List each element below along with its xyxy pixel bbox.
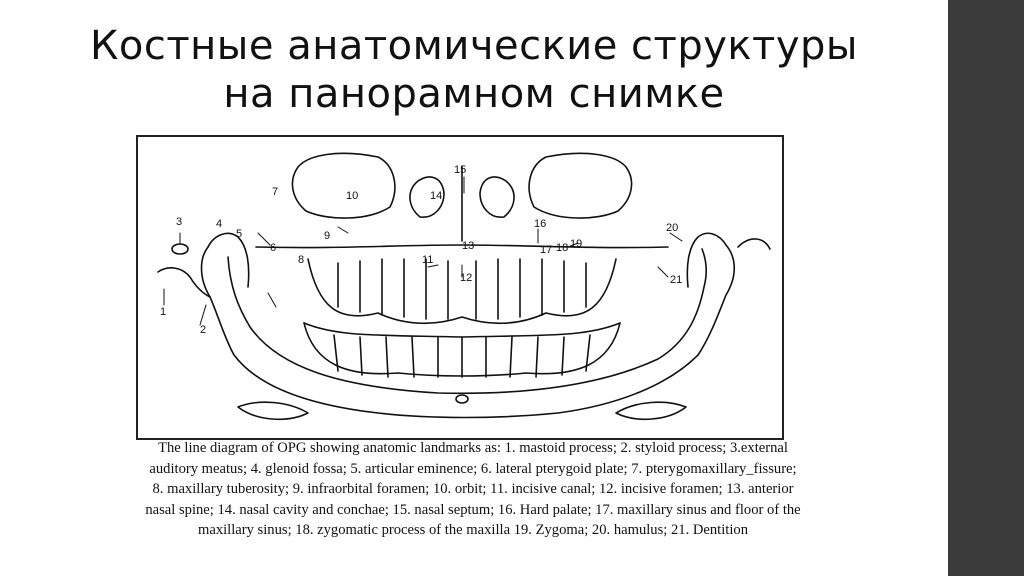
label-7: 7 bbox=[272, 186, 279, 198]
caption-line-5: maxillary sinus; 18. zygomatic process of the maxilla 19. Zygoma; 20. hamulus; 21. Dentition bbox=[197, 522, 748, 538]
caption-line-2: auditory meatus; 4. glenoid fossa; 5. articular eminence; 6. lateral pterygoid plate; 7. pterygomaxillary_fissure; bbox=[149, 460, 797, 477]
label-15: 15 bbox=[454, 164, 467, 176]
mandible-outline bbox=[202, 245, 735, 418]
label-6: 6 bbox=[270, 242, 277, 254]
label-2: 2 bbox=[200, 324, 207, 336]
right-condyle-region bbox=[738, 239, 770, 249]
caption-line-4: nasal spine; 14. nasal cavity and conchae; 15. nasal septum; 16. Hard palate; 17. maxillary sinus and floor of the bbox=[145, 501, 801, 518]
label-16: 16 bbox=[534, 218, 547, 230]
label-1: 1 bbox=[160, 306, 167, 318]
label-8: 8 bbox=[298, 254, 305, 266]
label-5: 5 bbox=[236, 228, 243, 240]
label-17: 17 bbox=[540, 244, 553, 256]
label-9: 9 bbox=[324, 230, 331, 242]
label-21: 21 bbox=[670, 274, 683, 286]
lower-teeth bbox=[304, 323, 620, 377]
hyoid-left bbox=[238, 402, 308, 419]
title-line-1: Костные анатомические структуры bbox=[89, 23, 859, 69]
right-orbit bbox=[529, 153, 631, 218]
diagram-caption bbox=[34, 438, 912, 541]
mandible-inner bbox=[228, 249, 706, 393]
label-12: 12 bbox=[460, 272, 473, 284]
label-18: 18 bbox=[556, 242, 569, 254]
caption-line-1: The line diagram of OPG showing anatomic landmarks as: 1. mastoid process; 2. styloid process; 3.external bbox=[158, 440, 788, 456]
label-13: 13 bbox=[462, 240, 475, 252]
label-11: 11 bbox=[422, 254, 434, 266]
leader-lines bbox=[164, 177, 682, 325]
label-19: 19 bbox=[570, 238, 583, 250]
opg-diagram bbox=[136, 135, 784, 440]
title-line-2: на панорамном снимке bbox=[223, 71, 725, 117]
right-ramus bbox=[687, 233, 726, 287]
landmark-labels bbox=[160, 164, 682, 336]
auditory-meatus-shape bbox=[172, 244, 188, 254]
hyoid-right bbox=[616, 402, 686, 419]
label-20: 20 bbox=[666, 222, 679, 234]
slide-sidebar bbox=[948, 0, 1024, 576]
left-orbit bbox=[292, 153, 394, 218]
label-4: 4 bbox=[216, 218, 223, 230]
caption-line-3: 8. maxillary tuberosity; 9. infraorbital foramen; 10. orbit; 11. incisive canal; 12. incisive foramen; 13. anterior bbox=[152, 481, 794, 497]
label-3: 3 bbox=[176, 216, 183, 228]
opg-line-drawing bbox=[138, 137, 786, 442]
nasal-cavity-right bbox=[480, 177, 514, 217]
slide-title bbox=[0, 22, 948, 118]
mental-foramen bbox=[456, 395, 468, 403]
label-14: 14 bbox=[430, 190, 443, 202]
label-10: 10 bbox=[346, 190, 359, 202]
